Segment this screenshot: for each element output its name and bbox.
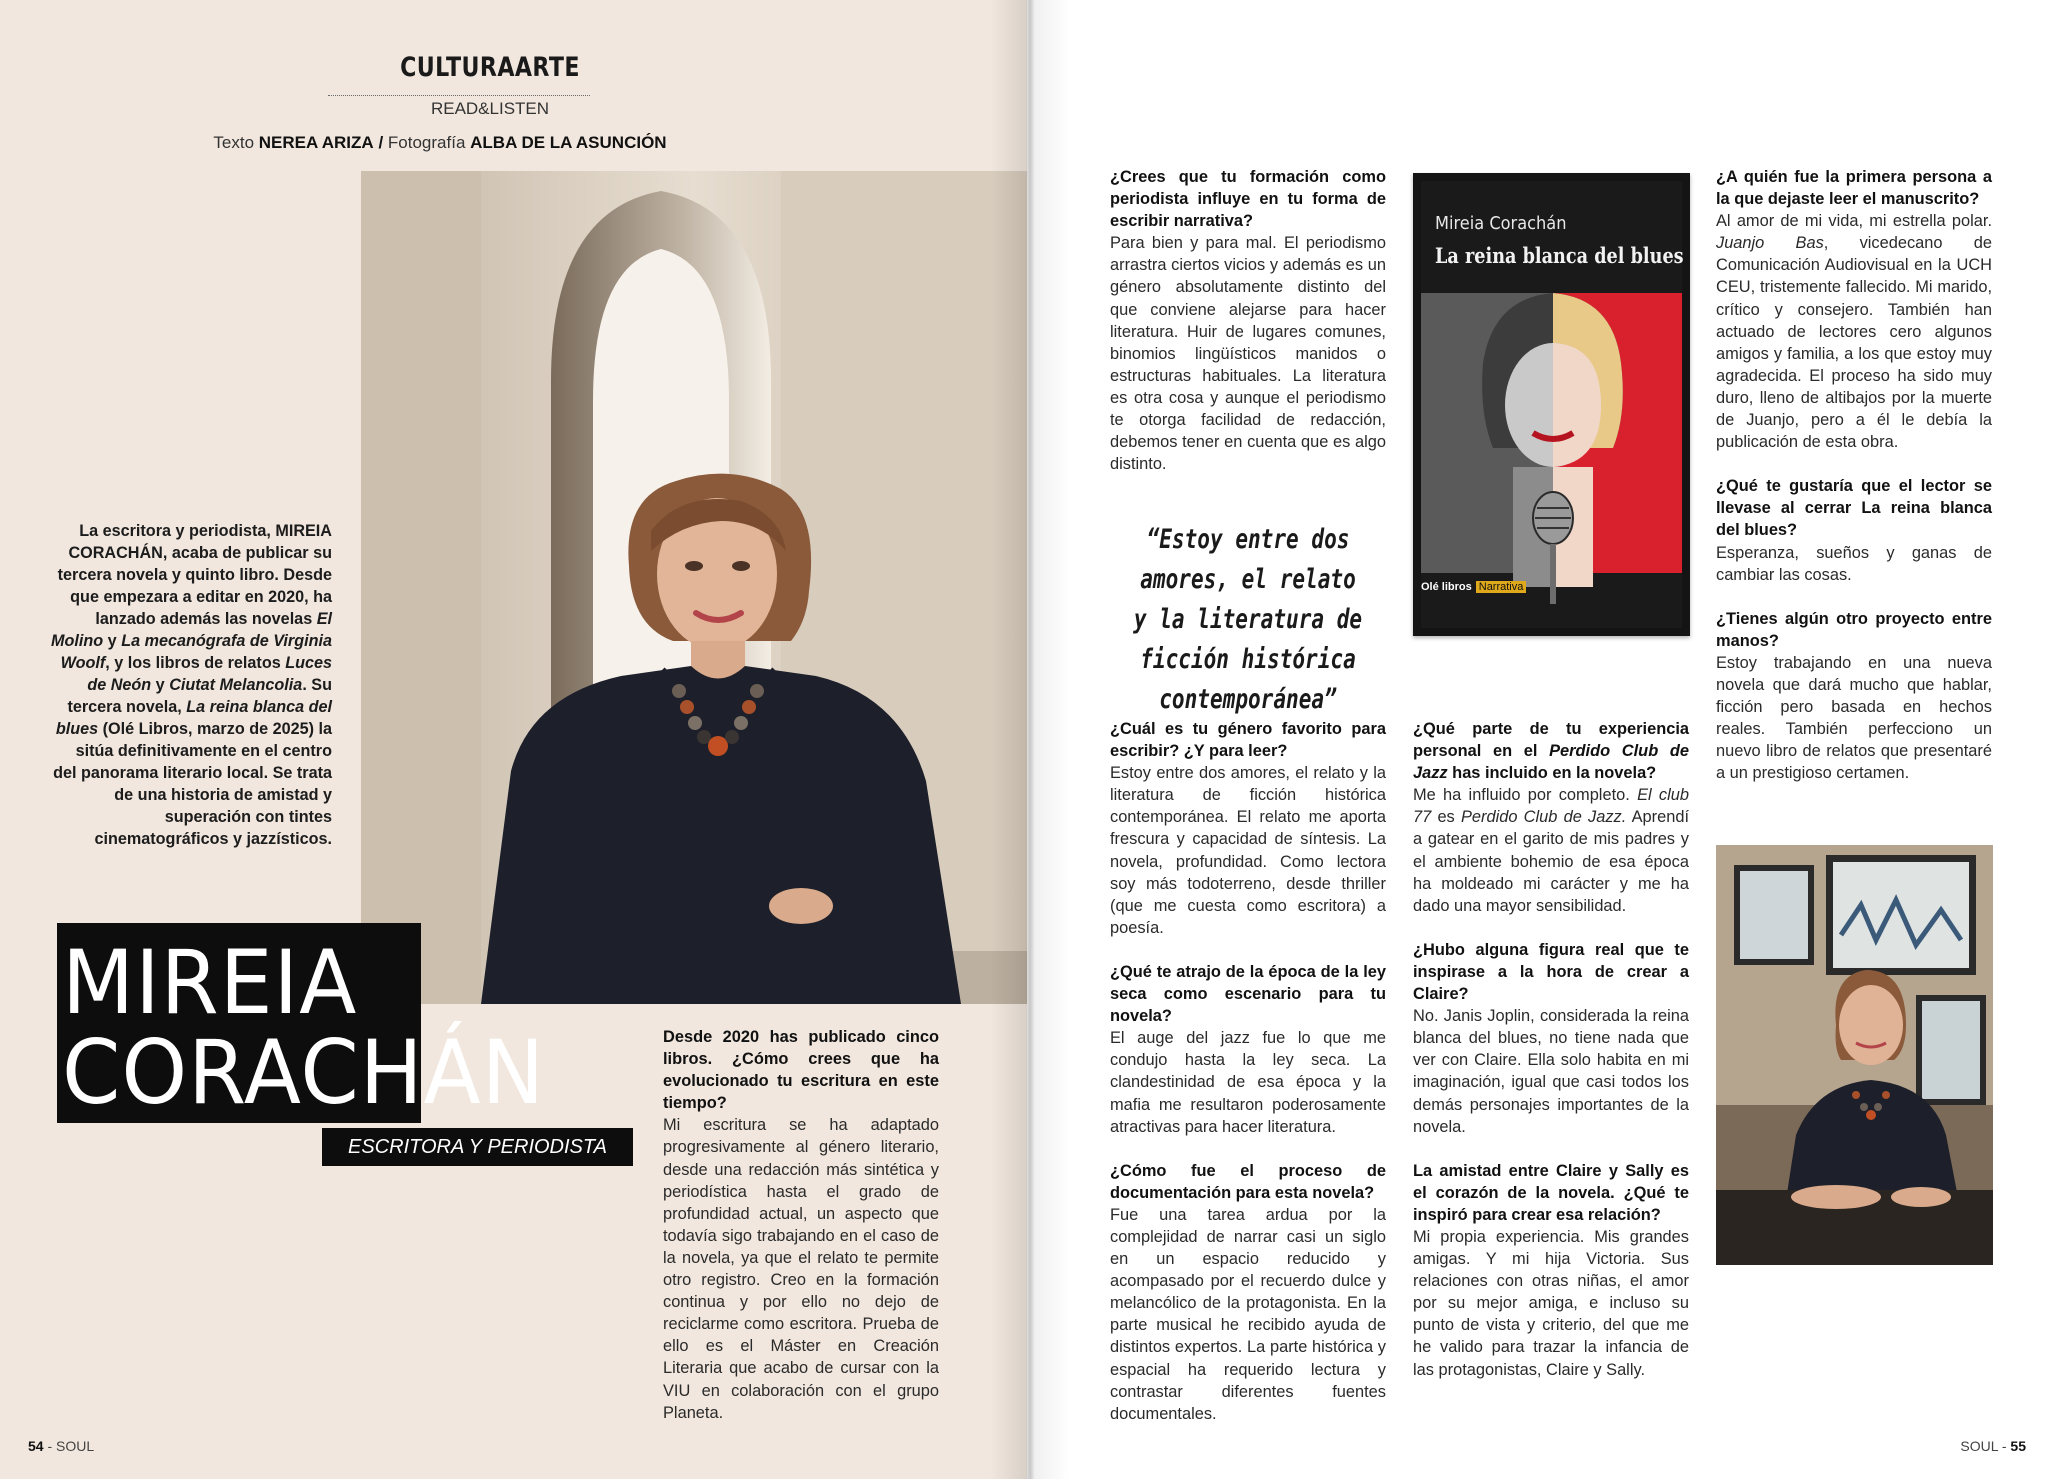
page-number-left: 54 (28, 1438, 44, 1454)
answer-9-text-1: Al amor de mi vida, mi estrella polar. (1716, 212, 1992, 231)
question-4: ¿Qué te atrajo de la época de la ley seca como escenario para tu novela? (1110, 962, 1386, 1026)
intro-text-2: y (103, 632, 122, 650)
answer-1: Mi escritura se ha adaptado progresivamente al género literario, desde una redacción más sintética y periodística hasta el grado de profundidad actual, un aspecto que todavía sigo trabajando en el caso de la novela, ya que el relato te permite otro registro. Creo en la formación continua y por ello no dejo de reciclarme como escritora. Prueba de ello es el Máster en Creación Literaria que acabo de cursar con la VIU en colaboración con el grupo Planeta. (663, 1116, 939, 1422)
credits-line (160, 133, 720, 153)
section-subtitle: READ&LISTEN (430, 99, 550, 118)
question-6-text-1: ¿Qué parte de tu experiencia personal en el (1413, 720, 1689, 761)
answer-6-italic-1: El club 77 (1413, 786, 1689, 827)
intro-paragraph (48, 520, 332, 850)
book-publisher: Olé libros (1421, 581, 1472, 593)
credits-photographer: ALBA DE LA ASUNCIÓN (470, 133, 667, 152)
spacer (1716, 453, 1992, 475)
author-seated-illustration (1716, 845, 1993, 1265)
spacer (1110, 1138, 1386, 1160)
magazine-name-right: SOUL (1960, 1438, 1998, 1454)
intro-text-6: (Olé Libros, marzo de 2025) la sitúa definitivamente en el centro del panorama literario local. Se trata de una historia de amistad y superación con tintes cinematográficos y jazzísticos. (53, 720, 332, 848)
question-11: ¿Tienes algún otro proyecto entre manos? (1716, 609, 1992, 650)
spacer (1413, 1138, 1689, 1160)
answer-9-italic: Juanjo Bas (1716, 234, 1824, 253)
footer-right (1900, 1438, 2026, 1454)
intro-text-4: y (151, 676, 170, 694)
question-6-italic: Perdido Club de Jazz (1413, 742, 1689, 783)
answer-6-italic-2: Perdido Club de Jazz. (1460, 808, 1627, 827)
intro-text-1: La escritora y periodista, MIREIA CORACHÁN, acaba de publicar su tercera novela y quinto libro. Desde que empezara a editar en 2020, ha lanzado además las novelas (57, 522, 332, 628)
answer-6-text-3: Aprendí a gatear en el garito de mis padres y el ambiente bohemio de esa época ha moldeado mi carácter y me ha dado una mayor sensibilidad. (1413, 808, 1690, 915)
book-collection: Narrativa (1476, 581, 1527, 593)
footer-left (28, 1438, 94, 1454)
answer-11: Estoy trabajando en una nueva novela que dará mucho que hablar, ficción pero basada en hechos reales. También perfecciono un nuevo libro de relatos que presentaré a un prestigioso certamen. (1716, 653, 1992, 783)
question-2: ¿Crees que tu formación como periodista influye en tu forma de escribir narrativa? (1110, 168, 1386, 231)
section-divider (328, 95, 590, 96)
intro-text-3: , y los libros de relatos (105, 654, 286, 672)
question-6-text-2: has incluido en la novela? (1447, 764, 1657, 783)
question-6 (1413, 718, 1689, 784)
spacer (1716, 586, 1992, 608)
answer-9-text-2: , vicedecano de Comunicación Audiovisual en la UCH CEU, tristemente fallecido. Mi marido, crítico y consejero. También han actuado de lectores cero algunos amigos y familia, a los que estoy muy agradecida. El proceso ha sido muy duro, lleno de altibajos por la muerte de Juanjo, pero a él le debía la publicación de esta obra. (1716, 234, 1992, 452)
question-5: ¿Cómo fue el proceso de documentación para esta novela? (1110, 1161, 1386, 1202)
answer-6-text-1: Me ha influido por completo. (1413, 786, 1638, 805)
answer-2: Para bien y para mal. El periodismo arrastra ciertos vicios y además es un género absolutamente distinto del que conviene alejarse para hacer literatura. Huir de lugares comunes, binomios lingüísticos manidos o estructuras habituales. La literatura es otra cosa y aunque el periodismo te otorga facilidad de redacción, debemos tener en cuenta que es algo distinto. (1110, 234, 1386, 474)
credits-photo-label: Fotografía (387, 133, 466, 152)
intro-italic-1: El Molino (51, 610, 332, 650)
author-seated-photo (1716, 845, 1993, 1265)
intro-italic-2: La mecanógrafa de Virginia Woolf (60, 632, 332, 672)
question-8: La amistad entre Claire y Sally es el corazón de la novela. ¿Qué te inspiró para crear esa relación? (1413, 1161, 1689, 1224)
answer-3: Estoy entre dos amores, el relato y la literatura de ficción histórica contemporánea. El relato me aporta frescura y capacidad de síntesis. La novela, profundidad. Como lectora soy más todoterreno, desde thriller (que me cuesta como escritora) a poesía. (1110, 764, 1386, 937)
credits-text-label: Texto (213, 133, 255, 152)
book-title: La reina blanca del blues (1435, 243, 1684, 268)
book-cover (1413, 173, 1690, 636)
interview-column-4 (1716, 166, 1992, 784)
answer-8: Mi propia experiencia. Mis grandes amigas. Y mi hija Victoria. Sus relaciones con otras niñas, el amor por su mejor amiga, e incluso su punto de vista y criterio, del que me he valido para trazar la infancia de las protagonistas, Claire y Sally. (1413, 1227, 1689, 1379)
section-title: CULTURAARTE (400, 52, 580, 83)
intro-italic-3: Luces de Neón (87, 654, 332, 694)
answer-9 (1716, 210, 1992, 453)
interview-column-3 (1413, 718, 1689, 1381)
spacer (1110, 939, 1386, 961)
answer-6 (1413, 784, 1689, 917)
answer-7: No. Janis Joplin, considerada la reina blanca del blues, no tiene nada que ver con Claire. Ella solo habita en mi imaginación, igual que casi todos los demás personajes importantes de la novela. (1413, 1007, 1689, 1136)
footer-left-separator: - (43, 1438, 57, 1454)
magazine-name-left: SOUL (56, 1438, 95, 1454)
question-7: ¿Hubo alguna figura real que te inspirase a la hora de crear a Claire? (1413, 940, 1689, 1004)
question-3: ¿Cuál es tu género favorito para escribir? ¿Y para leer? (1110, 720, 1386, 761)
page-number-right: 55 (2010, 1438, 2026, 1454)
credits-separator: / (378, 133, 384, 152)
intro-italic-5: La reina blanca del blues (55, 698, 332, 738)
spacer (1413, 917, 1689, 939)
interview-column-2-bottom (1110, 718, 1386, 1425)
answer-6-text-2: es (1431, 808, 1461, 827)
author-portrait-illustration (361, 171, 1027, 1004)
question-1: Desde 2020 has publicado cinco libros. ¿Cómo crees que ha evolucionado tu escritura en este tiempo? (663, 1028, 939, 1113)
author-name-first: MIREIA (62, 931, 358, 1034)
author-portrait-photo (361, 171, 1027, 1004)
answer-10: Esperanza, sueños y ganas de cambiar las cosas. (1716, 543, 1992, 584)
book-author: Mireia Corachán (1435, 213, 1567, 234)
question-9: ¿A quién fue la primera persona a la que dejaste leer el manuscrito? (1716, 168, 1992, 209)
answer-4: El auge del jazz fue lo que me condujo hasta la ley seca. La clandestinidad de esa época y la mafia me resultaron poderosamente atractivas para hacer literatura. (1110, 1029, 1386, 1136)
intro-italic-4: Ciutat Melancolia (169, 676, 303, 694)
footer-right-separator: - (1997, 1438, 2011, 1454)
answer-5: Fue una tarea ardua por la complejidad de narrar casi un siglo en un espacio reducido y acompasado por el recuerdo dulce y melancólico de la protagonista. En la parte musical he recibido ayuda de distintos expertos. La parte histórica y espacial ha requerido lectura y contrastar diferentes fuentes documentales. (1110, 1205, 1386, 1423)
author-name-last: CORACHÁN (62, 1021, 546, 1124)
credits-author: NEREA ARIZA (258, 133, 374, 152)
pull-quote: “Estoy entre dos amores, el relato y la literatura de ficción histórica contemporánea” (1133, 524, 1363, 715)
interview-column-1 (663, 1026, 939, 1424)
intro-text-5: . Su tercera novela, (67, 676, 332, 716)
question-10: ¿Qué te gustaría que el lector se llevase al cerrar La reina blanca del blues? (1716, 477, 1992, 540)
book-publisher-badge (1421, 581, 1526, 593)
interview-column-2-top (1110, 166, 1386, 475)
author-tagline: ESCRITORA Y PERIODISTA (322, 1128, 633, 1166)
